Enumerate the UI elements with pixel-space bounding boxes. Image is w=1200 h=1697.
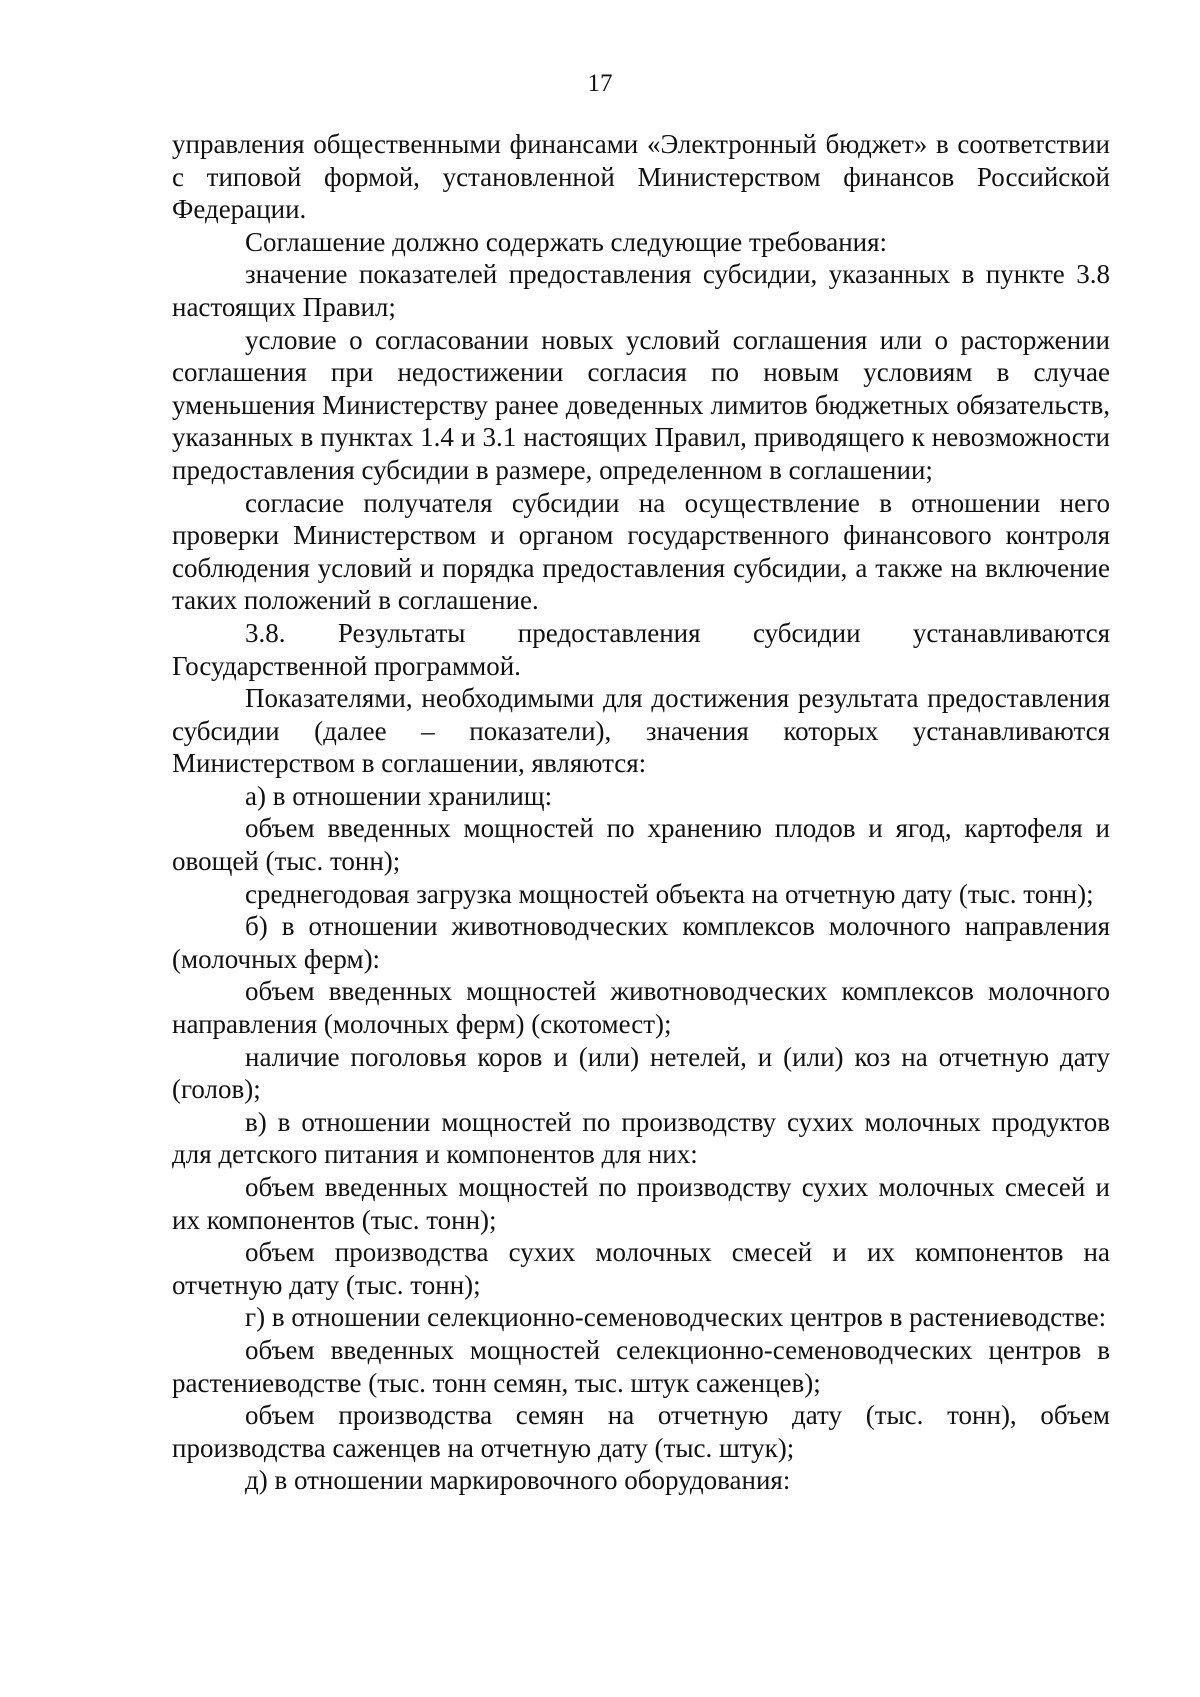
document-body xyxy=(172,128,1110,1497)
paragraph-seed-production: объем производства семян на отчетную дату (тыс. тонн), объем производства саженцев на отчетную дату (тыс. штук); xyxy=(172,1400,1110,1463)
paragraph-agreement-requirements: Соглашение должно содержать следующие требования: xyxy=(245,226,888,257)
paragraph-livestock: наличие поголовья коров и (или) нетелей, и (или) коз на отчетную дату (голов); xyxy=(172,1041,1110,1105)
paragraph-dry-milk-capacity: объем введенных мощностей по производству сухих молочных смесей и их компонентов (тыс. тонн); xyxy=(172,1172,1110,1235)
list-item-a-storage: а) в отношении хранилищ: xyxy=(245,780,553,811)
paragraph-storage-capacity: объем введенных мощностей по хранению плодов и ягод, картофеля и овощей (тыс. тонн); xyxy=(172,813,1110,877)
paragraph-storage-load: среднегодовая загрузка мощностей объекта на отчетную дату (тыс. тонн); xyxy=(245,878,1094,909)
paragraph-indicator-values: значение показателей предоставления субсидии, указанных в пункте 3.8 настоящих Правил; xyxy=(172,259,1110,322)
paragraph-section-3-8: 3.8. Результаты предоставления субсидии устанавливаются Государственной программой. xyxy=(172,617,1110,681)
paragraph-continuation: управления общественными финансами «Электронный бюджет» в соответствии с типовой формой, установленной Министерством финансов Российской Федерации. xyxy=(172,129,1110,225)
list-item-d-marking: д) в отношении маркировочного оборудования: xyxy=(245,1465,791,1496)
paragraph-indicators-intro: Показателями, необходимыми для достижения результата предоставления субсидии (далее – показатели), значения которых устанавливаются Министерством в соглашении, являются: xyxy=(172,683,1110,779)
list-item-g-seed-centers: г) в отношении селекционно-семеноводческих центров в растениеводстве: xyxy=(245,1302,1107,1333)
list-item-v-dry-milk: в) в отношении мощностей по производству сухих молочных продуктов для детского питания и компонентов для них: xyxy=(172,1106,1110,1170)
paragraph-recipient-consent: согласие получателя субсидии на осуществление в отношении него проверки Министерством и органом государственного финансового контроля соблюдения условий и порядка предоставления субсидии, а также на включение таких положений в соглашение. xyxy=(172,487,1110,616)
paragraph-dry-milk-production: объем производства сухих молочных смесей и их компонентов на отчетную дату (тыс. тонн); xyxy=(172,1237,1110,1300)
paragraph-seed-capacity: объем введенных мощностей селекционно-семеноводческих центров в растениеводстве (тыс. тонн семян, тыс. штук саженцев); xyxy=(172,1334,1110,1398)
paragraph-dairy-capacity: объем введенных мощностей животноводческих комплексов молочного направления (молочных ферм) (скотомест); xyxy=(172,976,1110,1040)
list-item-b-dairy: б) в отношении животноводческих комплексов молочного направления (молочных ферм): xyxy=(172,911,1110,974)
paragraph-new-conditions: условие о согласовании новых условий соглашения или о расторжении соглашения при недостижении согласия по новым условиям в случае уменьшения Министерству ранее доведенных лимитов бюджетных обязательств, указанных в пунктах 1.4 и 3.1 настоящих Правил, приводящего к невозможности предоставления субсидии в размере, определенном в соглашении; xyxy=(172,324,1110,485)
page-number: 17 xyxy=(587,70,613,97)
